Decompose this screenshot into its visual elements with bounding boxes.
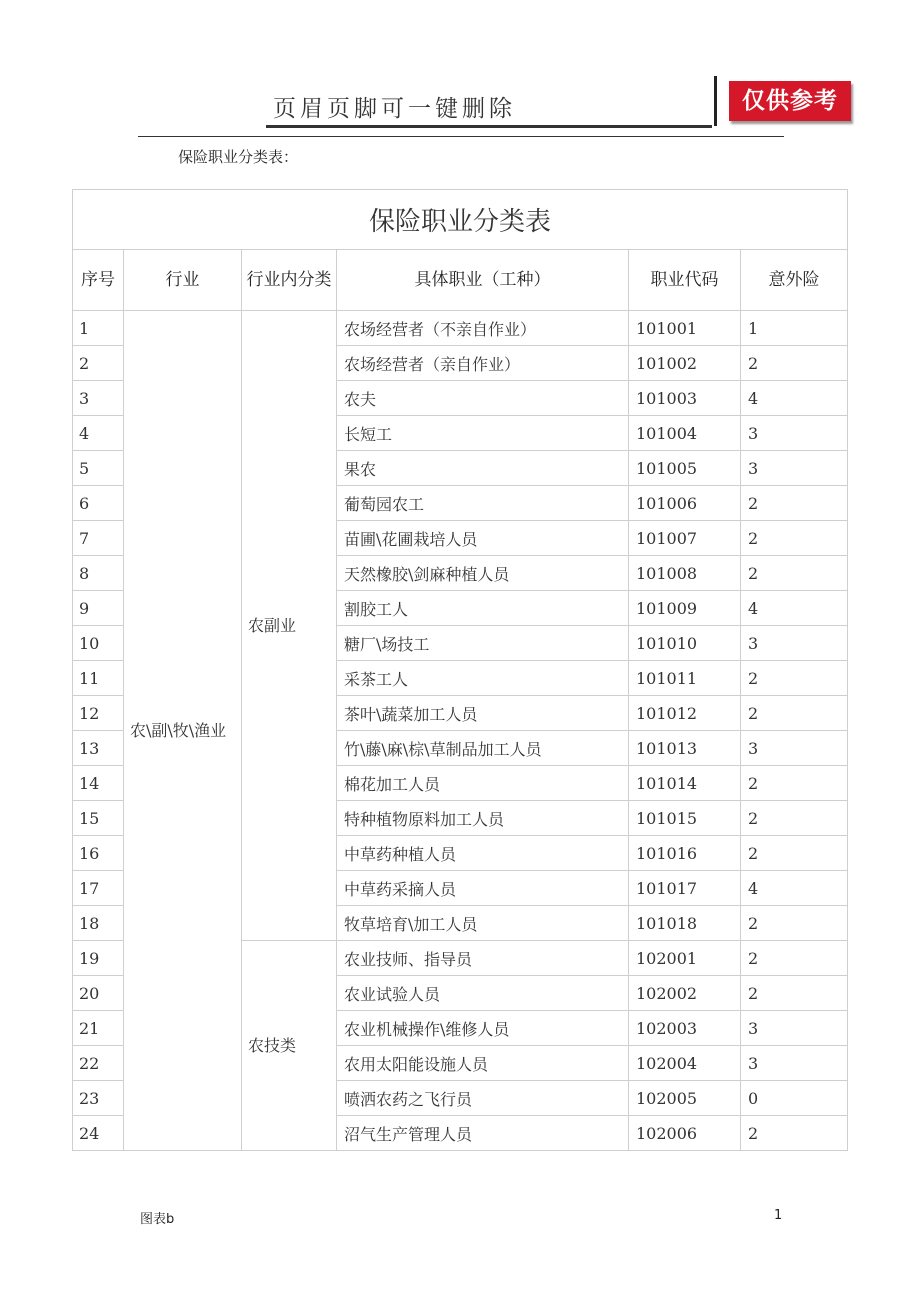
reference-stamp: 仅供参考 — [729, 81, 851, 121]
row-job: 长短工 — [337, 416, 629, 451]
row-no: 11 — [73, 661, 124, 696]
row-job: 葡萄园农工 — [337, 486, 629, 521]
row-risk: 2 — [741, 801, 848, 836]
row-no: 4 — [73, 416, 124, 451]
row-job: 割胶工人 — [337, 591, 629, 626]
row-job: 农夫 — [337, 381, 629, 416]
row-job: 采茶工人 — [337, 661, 629, 696]
row-job: 牧草培育\加工人员 — [337, 906, 629, 941]
row-risk: 3 — [741, 416, 848, 451]
row-risk: 2 — [741, 661, 848, 696]
row-no: 9 — [73, 591, 124, 626]
row-no: 5 — [73, 451, 124, 486]
row-job: 沼气生产管理人员 — [337, 1116, 629, 1151]
row-no: 17 — [73, 871, 124, 906]
row-no: 3 — [73, 381, 124, 416]
row-code: 101014 — [629, 766, 741, 801]
row-job: 竹\藤\麻\棕\草制品加工人员 — [337, 731, 629, 766]
row-code: 102005 — [629, 1081, 741, 1116]
row-no: 14 — [73, 766, 124, 801]
row-risk: 2 — [741, 521, 848, 556]
occupation-table — [72, 189, 848, 1151]
row-no: 23 — [73, 1081, 124, 1116]
row-code: 101018 — [629, 906, 741, 941]
header-category: 行业内分类 — [242, 250, 337, 311]
row-code: 102004 — [629, 1046, 741, 1081]
row-code: 101007 — [629, 521, 741, 556]
header-risk: 意外险 — [741, 250, 848, 311]
row-risk: 0 — [741, 1081, 848, 1116]
row-job: 中草药种植人员 — [337, 836, 629, 871]
row-no: 21 — [73, 1011, 124, 1046]
row-risk: 2 — [741, 836, 848, 871]
row-no: 6 — [73, 486, 124, 521]
row-code: 102002 — [629, 976, 741, 1011]
row-code: 102001 — [629, 941, 741, 976]
table-row — [73, 311, 848, 346]
industry-cell: 农\副\牧\渔业 — [124, 311, 242, 1151]
row-code: 101004 — [629, 416, 741, 451]
row-code: 101002 — [629, 346, 741, 381]
row-no: 12 — [73, 696, 124, 731]
row-code: 101015 — [629, 801, 741, 836]
row-code: 101009 — [629, 591, 741, 626]
row-risk: 3 — [741, 626, 848, 661]
row-risk: 3 — [741, 1046, 848, 1081]
row-code: 101013 — [629, 731, 741, 766]
row-code: 101008 — [629, 556, 741, 591]
row-no: 20 — [73, 976, 124, 1011]
row-risk: 4 — [741, 381, 848, 416]
row-risk: 2 — [741, 1116, 848, 1151]
row-code: 101011 — [629, 661, 741, 696]
row-no: 15 — [73, 801, 124, 836]
row-job: 农场经营者（不亲自作业） — [337, 311, 629, 346]
row-job: 茶叶\蔬菜加工人员 — [337, 696, 629, 731]
row-job: 喷洒农药之飞行员 — [337, 1081, 629, 1116]
table-body — [73, 311, 848, 1151]
category-cell: 农副业 — [242, 311, 337, 941]
header-banner — [138, 76, 838, 140]
row-risk: 2 — [741, 906, 848, 941]
row-risk: 2 — [741, 976, 848, 1011]
header-industry: 行业 — [124, 250, 242, 311]
row-risk: 3 — [741, 731, 848, 766]
row-risk: 2 — [741, 346, 848, 381]
row-no: 19 — [73, 941, 124, 976]
row-risk: 2 — [741, 766, 848, 801]
row-risk: 3 — [741, 451, 848, 486]
row-code: 101010 — [629, 626, 741, 661]
header-divider — [714, 76, 717, 126]
row-risk: 4 — [741, 591, 848, 626]
row-job: 中草药采摘人员 — [337, 871, 629, 906]
page-number: 1 — [774, 1208, 783, 1223]
row-code: 101003 — [629, 381, 741, 416]
row-code: 101005 — [629, 451, 741, 486]
row-job: 特种植物原料加工人员 — [337, 801, 629, 836]
row-job: 农业机械操作\维修人员 — [337, 1011, 629, 1046]
row-risk: 2 — [741, 941, 848, 976]
row-job: 棉花加工人员 — [337, 766, 629, 801]
header-code: 职业代码 — [629, 250, 741, 311]
header-text: 页眉页脚可一键删除 — [273, 96, 516, 122]
row-code: 102003 — [629, 1011, 741, 1046]
row-job: 天然橡胶\剑麻种植人员 — [337, 556, 629, 591]
row-job: 农用太阳能设施人员 — [337, 1046, 629, 1081]
row-job: 果农 — [337, 451, 629, 486]
row-code: 101006 — [629, 486, 741, 521]
row-code: 101017 — [629, 871, 741, 906]
row-job: 农场经营者（亲自作业） — [337, 346, 629, 381]
header-underline — [266, 125, 712, 128]
row-no: 7 — [73, 521, 124, 556]
row-no: 18 — [73, 906, 124, 941]
row-risk: 2 — [741, 486, 848, 521]
row-risk: 2 — [741, 556, 848, 591]
row-no: 24 — [73, 1116, 124, 1151]
table-title: 保险职业分类表 — [73, 190, 848, 250]
row-no: 16 — [73, 836, 124, 871]
header-job: 具体职业（工种） — [337, 250, 629, 311]
row-risk: 4 — [741, 871, 848, 906]
row-no: 22 — [73, 1046, 124, 1081]
table-header-row — [73, 250, 848, 311]
row-no: 10 — [73, 626, 124, 661]
intro-text: 保险职业分类表： — [178, 148, 299, 166]
row-code: 101001 — [629, 311, 741, 346]
row-job: 农业试验人员 — [337, 976, 629, 1011]
row-job: 苗圃\花圃栽培人员 — [337, 521, 629, 556]
row-job: 农业技师、指导员 — [337, 941, 629, 976]
row-code: 102006 — [629, 1116, 741, 1151]
row-no: 13 — [73, 731, 124, 766]
header-rule — [138, 136, 784, 137]
footer-label: 图表b — [140, 1212, 175, 1227]
header-no: 序号 — [73, 250, 124, 311]
row-code: 101016 — [629, 836, 741, 871]
row-risk: 3 — [741, 1011, 848, 1046]
row-job: 糖厂\场技工 — [337, 626, 629, 661]
row-risk: 2 — [741, 696, 848, 731]
row-no: 1 — [73, 311, 124, 346]
row-no: 2 — [73, 346, 124, 381]
row-risk: 1 — [741, 311, 848, 346]
category-cell: 农技类 — [242, 941, 337, 1151]
row-code: 101012 — [629, 696, 741, 731]
row-no: 8 — [73, 556, 124, 591]
